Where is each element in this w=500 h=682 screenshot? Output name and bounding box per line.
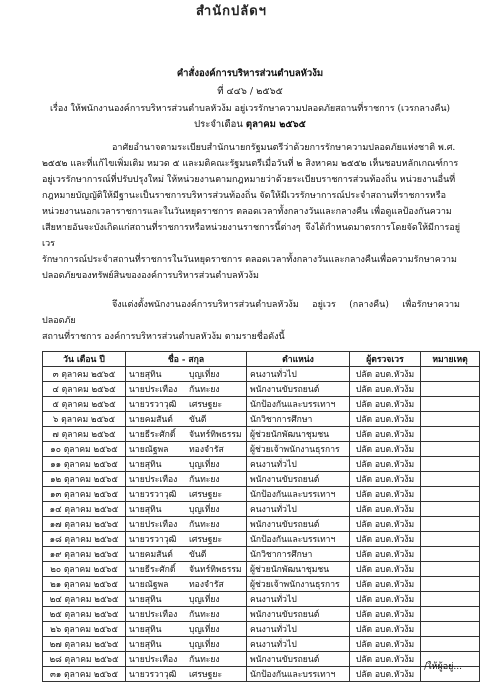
table-row (43, 367, 480, 382)
cell-first-name: นายสุทิน (126, 592, 187, 607)
para1-line: หน่วยงานนอกเวลาราชการและในวันหยุดราชการ ตลอดเวลาทั้งกลางวันและกลางคืน เพื่อดูแลป้องกันความ (42, 207, 452, 217)
cell-first-name: นายณัฐพล (126, 577, 187, 592)
cell-remarks (421, 472, 480, 487)
table-row (43, 667, 480, 682)
cell-inspector: ปลัด อบต.หัวง้ม (350, 652, 421, 667)
cell-inspector: ปลัด อบต.หัวง้ม (350, 547, 421, 562)
cell-first-name: นายประเทือง (126, 517, 187, 532)
table-header-row (43, 352, 480, 367)
cell-position: พนักงานขับรถยนต์ (247, 517, 350, 532)
table-row (43, 562, 480, 577)
para1-line: อยู่เวรรักษาการณ์ที่ปรับปรุงใหม่ ให้หน่วยงานตามกฎหมายว่าด้วยระเบียบราชการส่วนท้องถิ่น หน่วยงานอื่นที่ (42, 175, 456, 185)
cell-position: นักป้องกันและบรรเทาฯ (247, 397, 350, 412)
cell-date: ๒๖ ตุลาคม ๒๕๖๕ (43, 622, 126, 637)
order-month (0, 117, 500, 132)
cell-first-name: นายสุทิน (126, 637, 187, 652)
table-row (43, 427, 480, 442)
table-row (43, 487, 480, 502)
cell-inspector: ปลัด อบต.หัวง้ม (350, 382, 421, 397)
cell-inspector: ปลัด อบต.หัวง้ม (350, 397, 421, 412)
cell-date: ๑๑ ตุลาคม ๒๕๖๕ (43, 457, 126, 472)
cell-remarks (421, 517, 480, 532)
cell-last-name: กันทะยง (186, 607, 247, 622)
cell-date: ๒๘ ตุลาคม ๒๕๖๕ (43, 652, 126, 667)
cell-position: คนงานทั่วไป (247, 622, 350, 637)
cell-date: ๓๑ ตุลาคม ๒๕๖๕ (43, 667, 126, 682)
header-position: ตำแหน่ง (247, 352, 350, 367)
cell-last-name: บุญเที่ยง (186, 367, 247, 382)
cell-date: ๑๙ ตุลาคม ๒๕๖๕ (43, 547, 126, 562)
para1-line: รักษาการณ์ประจำสถานที่ราชการในวันหยุดราชการ ตลอดเวลาทั้งกลางวันและกลางคืนเพื่อความรักษาความ (42, 255, 457, 265)
cell-last-name: จันทร์ทิพธรรม (186, 427, 247, 442)
cell-inspector: ปลัด อบต.หัวง้ม (350, 622, 421, 637)
cell-last-name: กันทะยง (186, 652, 247, 667)
cell-last-name: เศรษฐยะ (186, 487, 247, 502)
cell-inspector: ปลัด อบต.หัวง้ม (350, 577, 421, 592)
cell-first-name: นายณัฐพล (126, 442, 187, 457)
continuation-note: /ให้ผู้อยู่... (424, 662, 462, 672)
cell-last-name: บุญเที่ยง (186, 622, 247, 637)
body-paragraph-1 (42, 140, 460, 284)
cell-position: ผู้ช่วยเจ้าพนักงานธุรการ (247, 442, 350, 457)
cell-remarks (421, 622, 480, 637)
order-title: คำสั่งองค์การบริหารส่วนตำบลหัวง้ม (176, 68, 324, 79)
cell-first-name: นายคมสันต์ (126, 412, 187, 427)
cell-date: ๑๘ ตุลาคม ๒๕๖๕ (43, 532, 126, 547)
table-row (43, 637, 480, 652)
header-date: วัน เดือน ปี (43, 352, 126, 367)
cell-position: พนักงานขับรถยนต์ (247, 652, 350, 667)
cell-position: พนักงานขับรถยนต์ (247, 382, 350, 397)
cell-date: ๗ ตุลาคม ๒๕๖๕ (43, 427, 126, 442)
table-row (43, 382, 480, 397)
cell-remarks (421, 547, 480, 562)
cell-last-name: เศรษฐยะ (186, 532, 247, 547)
order-subject: เรื่อง ให้พนักงานองค์การบริหารส่วนตำบลหัวง้ม อยู่เวรรักษาความปลอดภัยสถานที่ราชการ (เวรกลางคืน) (49, 104, 451, 114)
cell-position: นักป้องกันและบรรเทาฯ (247, 487, 350, 502)
cell-first-name: นายประเทือง (126, 382, 187, 397)
para2-line: จึงแต่งตั้งพนักงานองค์การบริหารส่วนตำบลหัวง้ม อยู่เวร (กลางคืน) เพื่อรักษาความปลอดภัย (42, 300, 460, 326)
cell-position: นักวิชาการศึกษา (247, 412, 350, 427)
cell-position: คนงานทั่วไป (247, 367, 350, 382)
cell-remarks (421, 502, 480, 517)
cell-first-name: นายธีระศักดิ์ (126, 427, 187, 442)
cell-inspector: ปลัด อบต.หัวง้ม (350, 472, 421, 487)
cell-remarks (421, 457, 480, 472)
cell-last-name: เศรษฐยะ (186, 667, 247, 682)
cell-inspector: ปลัด อบต.หัวง้ม (350, 517, 421, 532)
table-row (43, 652, 480, 667)
cell-first-name: นายประเทือง (126, 652, 187, 667)
cell-date: ๖ ตุลาคม ๒๕๖๕ (43, 412, 126, 427)
cell-remarks (421, 442, 480, 457)
cell-remarks (421, 532, 480, 547)
cell-position: คนงานทั่วไป (247, 457, 350, 472)
para1-line: ๒๕๕๒ และที่แก้ไขเพิ่มเติม หมวด ๕ และมติคณะรัฐมนตรีเมื่อวันที่ ๒ สิงหาคม ๒๕๕๒ เห็นชอบหลักเกณฑ์การ (42, 159, 459, 169)
duty-roster-table (42, 351, 480, 682)
cell-inspector: ปลัด อบต.หัวง้ม (350, 667, 421, 682)
cell-inspector: ปลัด อบต.หัวง้ม (350, 457, 421, 472)
cell-first-name: นายคมสันต์ (126, 547, 187, 562)
cell-last-name: เศรษฐยะ (186, 397, 247, 412)
table-row (43, 412, 480, 427)
table-row (43, 532, 480, 547)
cell-inspector: ปลัด อบต.หัวง้ม (350, 412, 421, 427)
cell-position: ผู้ช่วยนักพัฒนาชุมชน (247, 562, 350, 577)
table-row (43, 472, 480, 487)
table-row (43, 607, 480, 622)
cell-last-name: ขันตี (186, 412, 247, 427)
para1-line: ปลอดภัยของทรัพย์สินขององค์การบริหารส่วนตำบลหัวง้ม (42, 271, 259, 281)
cell-first-name: นายธีระศักดิ์ (126, 562, 187, 577)
cell-remarks (421, 427, 480, 442)
cell-remarks (421, 562, 480, 577)
cell-date: ๑๓ ตุลาคม ๒๕๖๕ (43, 487, 126, 502)
table-row (43, 517, 480, 532)
cell-last-name: บุญเที่ยง (186, 457, 247, 472)
cell-last-name: จันทร์ทิพธรรม (186, 562, 247, 577)
cell-position: คนงานทั่วไป (247, 502, 350, 517)
cell-position: ผู้ช่วยนักพัฒนาชุมชน (247, 427, 350, 442)
table-row (43, 397, 480, 412)
cell-last-name: กันทะยง (186, 472, 247, 487)
cell-position: คนงานทั่วไป (247, 592, 350, 607)
cell-position: นักป้องกันและบรรเทาฯ (247, 532, 350, 547)
cell-first-name: นายสุทิน (126, 622, 187, 637)
cell-date: ๑๗ ตุลาคม ๒๕๖๕ (43, 517, 126, 532)
table-row (43, 547, 480, 562)
table-row (43, 622, 480, 637)
cell-last-name: บุญเที่ยง (186, 592, 247, 607)
para1-line: กฎหมายบัญญัติให้มีฐานะเป็นราชการบริหารส่วนท้องถิ่น จัดให้มีเวรรักษาการณ์ประจำสถานที่ราชการหรือ (42, 191, 446, 201)
month-prefix: ประจำเดือน (194, 119, 243, 130)
table-row (43, 577, 480, 592)
cell-last-name: กันทะยง (186, 517, 247, 532)
cell-inspector: ปลัด อบต.หัวง้ม (350, 487, 421, 502)
cell-position: คนงานทั่วไป (247, 637, 350, 652)
cell-first-name: นายสุทิน (126, 367, 187, 382)
cell-remarks (421, 367, 480, 382)
cell-date: ๑๔ ตุลาคม ๒๕๖๕ (43, 502, 126, 517)
cell-first-name: นายสุทิน (126, 457, 187, 472)
cell-date: ๒๗ ตุลาคม ๒๕๖๕ (43, 637, 126, 652)
cell-inspector: ปลัด อบต.หัวง้ม (350, 427, 421, 442)
cell-date: ๒๑ ตุลาคม ๒๕๖๕ (43, 577, 126, 592)
cell-date: ๔ ตุลาคม ๒๕๖๕ (43, 382, 126, 397)
cell-position: พนักงานขับรถยนต์ (247, 607, 350, 622)
cell-remarks (421, 577, 480, 592)
cell-last-name: ทองจำรัส (186, 442, 247, 457)
cell-remarks (421, 607, 480, 622)
cell-inspector: ปลัด อบต.หัวง้ม (350, 562, 421, 577)
cell-remarks (421, 487, 480, 502)
cell-first-name: นายวรวาวุฒิ (126, 397, 187, 412)
cell-inspector: ปลัด อบต.หัวง้ม (350, 367, 421, 382)
cell-inspector: ปลัด อบต.หัวง้ม (350, 592, 421, 607)
cell-date: ๕ ตุลาคม ๒๕๖๕ (43, 397, 126, 412)
cell-date: ๒๔ ตุลาคม ๒๕๖๕ (43, 592, 126, 607)
cell-date: ๑๒ ตุลาคม ๒๕๖๕ (43, 472, 126, 487)
para1-line: อาศัยอำนาจตามระเบียบสำนักนายกรัฐมนตรีว่าด้วยการรักษาความปลอดภัยแห่งชาติ พ.ศ. (112, 143, 456, 153)
header-inspector: ผู้ตรวจเวร (350, 352, 421, 367)
cell-last-name: กันทะยง (186, 382, 247, 397)
cell-first-name: นายวรวาวุฒิ (126, 532, 187, 547)
table-row (43, 592, 480, 607)
cell-position: ผู้ช่วยเจ้าพนักงานธุรการ (247, 577, 350, 592)
table-row (43, 457, 480, 472)
cell-inspector: ปลัด อบต.หัวง้ม (350, 637, 421, 652)
cell-last-name: บุญเที่ยง (186, 637, 247, 652)
cell-remarks (421, 412, 480, 427)
cell-last-name: ทองจำรัส (186, 577, 247, 592)
cell-position: นักป้องกันและบรรเทาฯ (247, 667, 350, 682)
table-row (43, 502, 480, 517)
para1-line: เสียหายอันจะบังเกิดแก่สถานที่ราชการหรือหน่วยงานราชการนี้ต่างๆ จึงได้กำหนดมาตรการโดยจัดให้มีการอยู่เวร (42, 223, 460, 249)
cell-date: ๓ ตุลาคม ๒๕๖๕ (43, 367, 126, 382)
para2-line: สถานที่ราชการ องค์การบริหารส่วนตำบลหัวง้ม ตามรายชื่อดังนี้ (42, 332, 285, 342)
table-row (43, 442, 480, 457)
cell-position: นักวิชาการศึกษา (247, 547, 350, 562)
cell-date: ๑๐ ตุลาคม ๒๕๖๕ (43, 442, 126, 457)
cell-first-name: นายสุทิน (126, 502, 187, 517)
header-name: ชื่อ - สกุล (126, 352, 247, 367)
cell-inspector: ปลัด อบต.หัวง้ม (350, 607, 421, 622)
header-remarks: หมายเหตุ (421, 352, 480, 367)
page-top-heading: สำนักปลัดฯ (196, 4, 267, 19)
cell-first-name: นายวรวาวุฒิ (126, 487, 187, 502)
cell-date: ๒๐ ตุลาคม ๒๕๖๕ (43, 562, 126, 577)
body-paragraph-2 (42, 297, 460, 345)
cell-remarks (421, 592, 480, 607)
cell-inspector: ปลัด อบต.หัวง้ม (350, 442, 421, 457)
cell-last-name: ขันตี (186, 547, 247, 562)
cell-inspector: ปลัด อบต.หัวง้ม (350, 502, 421, 517)
cell-remarks (421, 397, 480, 412)
cell-remarks (421, 637, 480, 652)
cell-remarks (421, 382, 480, 397)
cell-first-name: นายประเทือง (126, 607, 187, 622)
order-number: ที่ ๔๔๖ / ๒๕๖๕ (217, 86, 283, 97)
cell-last-name: บุญเที่ยง (186, 502, 247, 517)
cell-first-name: นายวรวาวุฒิ (126, 667, 187, 682)
cell-date: ๒๕ ตุลาคม ๒๕๖๕ (43, 607, 126, 622)
cell-first-name: นายประเทือง (126, 472, 187, 487)
cell-inspector: ปลัด อบต.หัวง้ม (350, 532, 421, 547)
month-value: ตุลาคม ๒๕๖๕ (245, 119, 306, 130)
cell-position: พนักงานขับรถยนต์ (247, 472, 350, 487)
